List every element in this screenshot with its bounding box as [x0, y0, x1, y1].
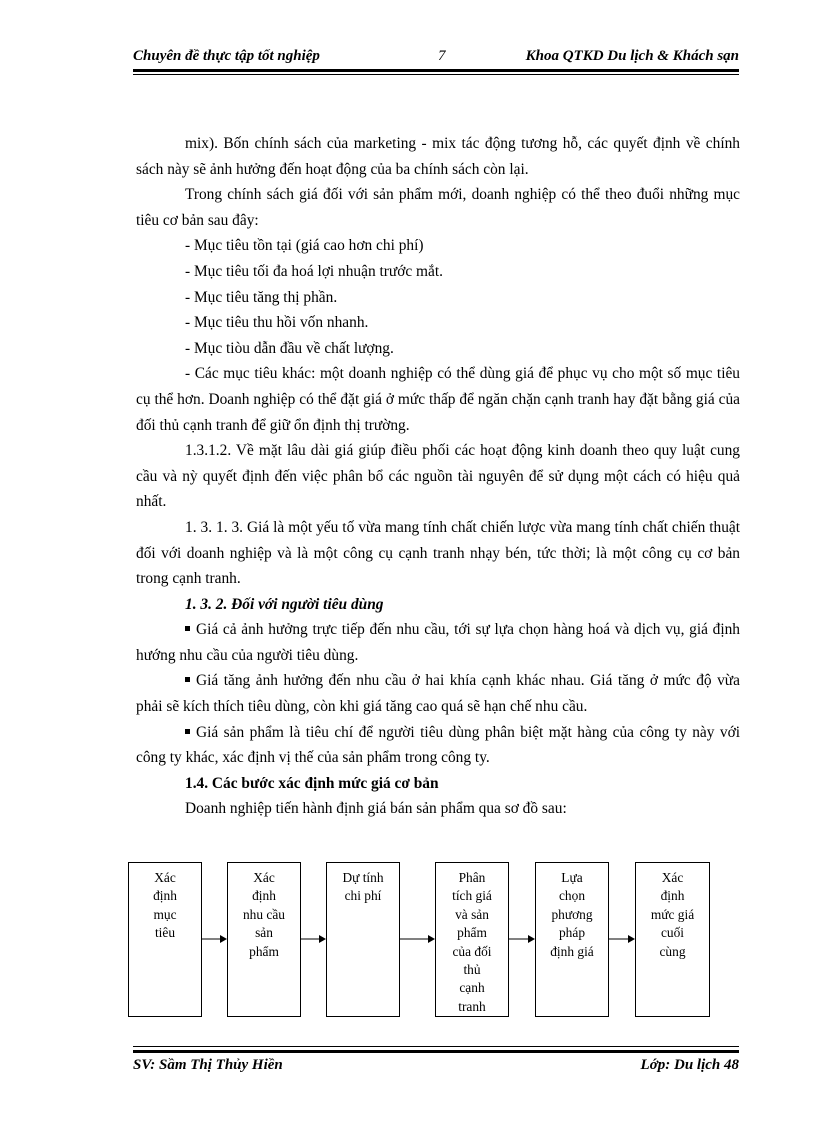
paragraph: 1.3.1.2. Về mặt lâu dài giá giúp điều phối các hoạt động kinh doanh theo quy luật cung cầu và nỳ quyết định đến việc phân bổ các nguồn tài nguyên để sử dụng một cách có hiệu quả nhất. — [136, 442, 740, 511]
bullet-text: Giá cả ảnh hưởng trực tiếp đến nhu cầu, tới sự lựa chọn hàng hoá và dịch vụ, giá định hướng nhu cầu của người tiêu dùng. — [136, 621, 740, 664]
list-item: - Mục tiêu tồn tại (giá cao hơn chi phí) — [185, 237, 424, 255]
flow-step-line: của đối — [452, 943, 492, 959]
flow-step-choose-method — [535, 862, 609, 1017]
bullet-text: Giá tăng ảnh hưởng đến nhu cầu ở hai khía cạnh khác nhau. Giá tăng ở mức độ vừa phải sẽ kích thích tiêu dùng, còn khi giá tăng cao quá sẽ hạn chế nhu cầu. — [136, 672, 740, 716]
flow-step-line: mục — [153, 906, 177, 922]
flow-step-line: Xác — [253, 870, 275, 885]
footer-student: SV: Sầm Thị Thủy Hiền — [133, 1057, 283, 1073]
flow-step-line: tranh — [458, 998, 486, 1014]
bullet-text: Giá sản phẩm là tiêu chí để người tiêu dùng phân biệt mặt hàng của công ty này với công ty khác, xác định vị thế của sản phẩm trong công ty. — [136, 723, 740, 767]
flow-step-line: định — [252, 888, 276, 904]
flow-step-define-objectives — [128, 862, 202, 1017]
flow-step-final-price — [635, 862, 710, 1017]
flow-step-line: cuối — [660, 925, 685, 941]
flow-step-line: chọn — [558, 888, 586, 904]
square-bullet-icon — [185, 626, 190, 631]
flow-step-define-demand — [227, 862, 301, 1017]
list-item: - Mục tiêu tối đa hoá lợi nhuận trước mắt. — [185, 262, 443, 280]
flow-step-line: cùng — [659, 943, 686, 959]
footer-class: Lớp: Du lịch 48 — [640, 1057, 739, 1073]
flow-step-line: Xác — [661, 870, 684, 885]
document-body — [136, 131, 740, 822]
flow-step-line: tích giá — [452, 888, 492, 904]
page-footer — [133, 1057, 739, 1077]
flow-step-line: cạnh — [459, 980, 485, 996]
list-item: - Mục tiêu thu hồi vốn nhanh. — [185, 314, 369, 332]
flow-step-line: định — [153, 888, 177, 904]
section-heading: 1. 3. 2. Đối với người tiêu dùng — [185, 595, 384, 613]
arrow-right-icon — [400, 934, 435, 944]
flow-step-estimate-costs — [326, 862, 400, 1017]
bullet-item — [136, 668, 740, 719]
flow-step-line: định giá — [550, 943, 594, 959]
flow-step-line: Xác — [154, 870, 176, 885]
header-department: Khoa QTKD Du lịch & Khách sạn — [525, 48, 739, 64]
paragraph: Trong chính sách giá đối với sản phẩm mới, doanh nghiệp có thể theo đuổi những mục tiêu cơ bản sau đây: — [136, 186, 740, 229]
paragraph: - Các mục tiêu khác: một doanh nghiệp có thể dùng giá để phục vụ cho một số mục tiêu cụ thể hơn. Doanh nghiệp có thể đặt giá ở mức thấp để ngăn chặn cạnh tranh hay đặt bằng giá của đối thủ cạnh tranh để giữ ổn định thị trường. — [136, 365, 740, 434]
list-item: - Mục tiòu dẫn đầu về chất lượng. — [185, 339, 394, 357]
flow-step-line: phẩm — [457, 925, 487, 941]
flow-step-line: mức giá — [650, 906, 695, 922]
flow-step-line: phương — [551, 906, 593, 922]
page-header — [133, 48, 739, 68]
flow-step-line: sản — [255, 925, 273, 941]
flow-step-line: nhu cầu — [242, 906, 286, 922]
pricing-flowchart — [128, 862, 740, 1020]
square-bullet-icon — [185, 677, 190, 682]
arrow-right-icon — [609, 934, 635, 944]
flow-step-line: định — [660, 888, 685, 904]
page-number: 7 — [438, 48, 446, 64]
flow-step-line: pháp — [558, 925, 586, 941]
list-item: - Mục tiêu tăng thị phần. — [185, 288, 338, 306]
paragraph: Doanh nghiệp tiến hành định giá bán sản phẩm qua sơ đồ sau: — [185, 800, 567, 818]
arrow-right-icon — [301, 934, 326, 944]
flow-step-line: và sản — [455, 906, 489, 922]
arrow-right-icon — [509, 934, 535, 944]
paragraph: mix). Bốn chính sách của marketing - mix tác động tương hỗ, các quyết định về chính sách này sẽ ảnh hưởng đến hoạt động của ba chính sách còn lại. — [136, 135, 740, 178]
flow-step-line: phẩm — [249, 943, 279, 959]
section-heading: 1.4. Các bước xác định mức giá cơ bản — [185, 774, 439, 792]
header-title: Chuyên đề thực tập tốt nghiệp — [133, 48, 320, 64]
footer-rule-thin — [133, 1046, 739, 1047]
bullet-item — [136, 720, 740, 771]
square-bullet-icon — [185, 729, 190, 734]
paragraph: 1. 3. 1. 3. Giá là một yếu tố vừa mang tính chất chiến lược vừa mang tính chất chiến thuật đối với doanh nghiệp và là một công cụ cạnh tranh nhạy bén, tức thời; là một công cụ cơ bản trong cạnh tranh. — [136, 518, 740, 588]
flow-step-line: Phân — [458, 870, 486, 885]
flow-step-line: Lựa — [561, 870, 583, 885]
arrow-right-icon — [202, 934, 227, 944]
footer-rule-thick — [133, 1050, 739, 1053]
bullet-item — [136, 617, 740, 668]
header-rule-thick — [133, 69, 739, 72]
flow-step-line: Dự tính — [342, 870, 384, 885]
flow-step-analyze-competitors — [435, 862, 509, 1017]
header-rule-thin — [133, 74, 739, 75]
flow-step-line: thủ — [463, 962, 481, 978]
flow-step-line: chi phí — [344, 888, 382, 904]
flow-step-line: tiêu — [154, 925, 176, 941]
